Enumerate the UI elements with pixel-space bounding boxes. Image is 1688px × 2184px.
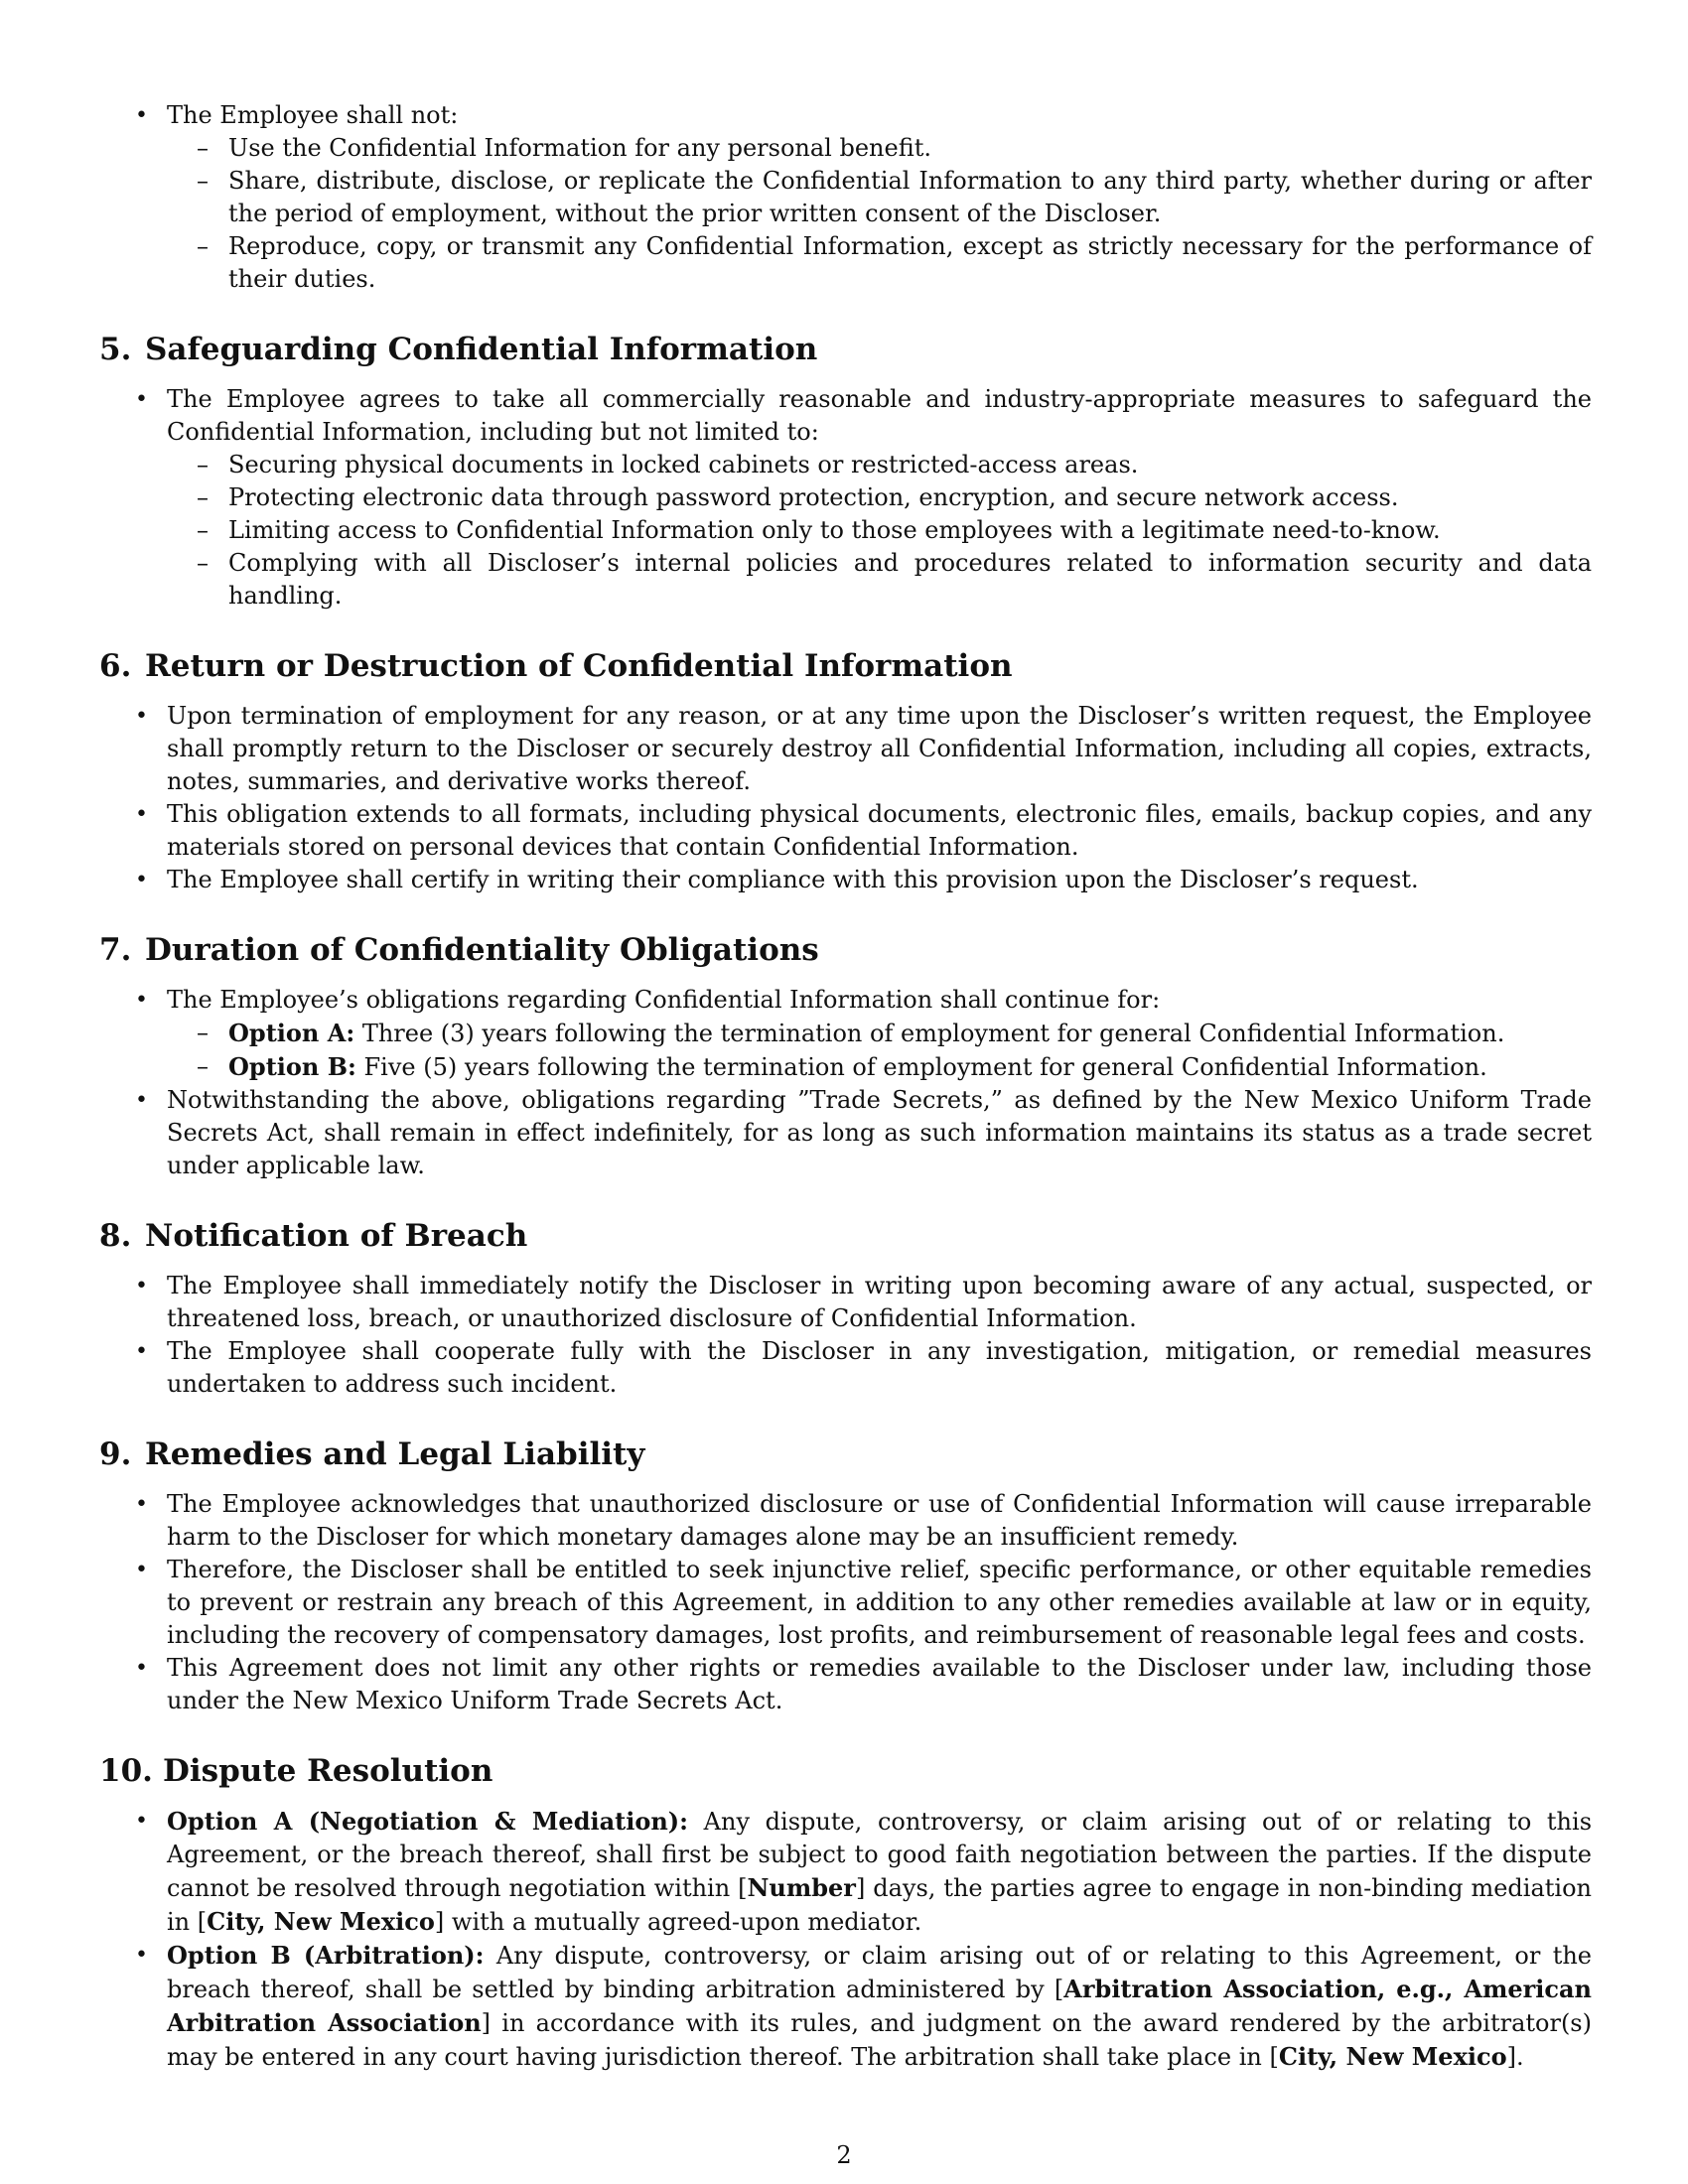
list-item: • The Employee agrees to take all commercially reasonable and industry-appropriate measures to safeguard the Confidential Information, including but not limited to: – Securing physical documents in locked cabinets or restricted-access areas. – Protecting electronic data through password protection, encryption, and secure network access. – Limiting access to Confidential Information only to those employees with a legitimate need-to-know. – Complying with all Discloser’s internal policies and procedures related to information security and data handling. (99, 383, 1592, 613)
list-item: • The Employee shall certify in writing their compliance with this provision upon the Discloser’s request. (99, 864, 1592, 896)
section-7-sublist (105, 1017, 1592, 1084)
list-item: – Reproduce, copy, or transmit any Confidential Information, except as strictly necessary for the performance of their duties. (167, 230, 1592, 296)
intro-lead: The Employee shall not: (167, 101, 459, 129)
section-heading-5: 5. Safeguarding Confidential Information (99, 332, 818, 367)
section-heading-8: 8. Notification of Breach (99, 1218, 528, 1254)
section-heading-9: 9. Remedies and Legal Liability (99, 1436, 645, 1472)
section-heading-10: 10. Dispute Resolution (99, 1753, 493, 1789)
list-item: • Therefore, the Discloser shall be entitled to seek injunctive relief, specific performance, or other equitable remedies to prevent or restrain any breach of this Agreement, in addition to any other remedies available at law or in equity, including the recovery of compensatory damages, lost profits, and reimbursement of reasonable legal fees and costs. (99, 1554, 1592, 1652)
section-8-list (99, 1270, 1592, 1401)
list-item (99, 99, 1592, 296)
list-item: – Protecting electronic data through password protection, encryption, and secure network access. (167, 481, 1592, 514)
list-item: • The Employee acknowledges that unauthorized disclosure or use of Confidential Information will cause irreparable harm to the Discloser for which monetary damages alone may be an insufficient remedy. (99, 1488, 1592, 1554)
intro-list (99, 99, 1592, 296)
list-item: • The Employee’s obligations regarding Confidential Information shall continue for: – Option A: Three (3) years following the termination of employment for general Confidential Information. – Option B: Five (5) years following the termination of employment for general Confidential Information. (99, 984, 1592, 1084)
list-item: • This obligation extends to all formats, including physical documents, electronic files, emails, backup copies, and any materials stored on personal devices that contain Confidential Information. (99, 798, 1592, 864)
list-item: • Option A (Negotiation & Mediation): Any dispute, controversy, or claim arising out of or relating to this Agreement, or the breach thereof, shall first be subject to good faith negotiation between the parties. If the dispute cannot be resolved through negotiation within [Number] days, the parties agree to engage in non-binding mediation in [City, New Mexico] with a mutually agreed-upon mediator. (99, 1805, 1592, 1939)
list-item: • The Employee shall immediately notify the Discloser in writing upon becoming aware of any actual, suspected, or threatened loss, breach, or unauthorized disclosure of Confidential Information. (99, 1270, 1592, 1335)
section-5-list (99, 383, 1592, 613)
section-7-list (99, 984, 1592, 1182)
list-item: • Upon termination of employment for any reason, or at any time upon the Discloser’s written request, the Employee shall promptly return to the Discloser or securely destroy all Confidential Information, including all copies, extracts, notes, summaries, and derivative works thereof. (99, 700, 1592, 798)
list-item: – Option A: Three (3) years following the termination of employment for general Confidential Information. (167, 1017, 1592, 1050)
list-item: – Option B: Five (5) years following the termination of employment for general Confidential Information. (167, 1050, 1592, 1084)
list-item: • Notwithstanding the above, obligations regarding ”Trade Secrets,” as defined by the New Mexico Uniform Trade Secrets Act, shall remain in effect indefinitely, for as long as such information maintains its status as a trade secret under applicable law. (99, 1084, 1592, 1182)
section-5-sublist (105, 449, 1592, 613)
list-item: – Securing physical documents in locked cabinets or restricted-access areas. (167, 449, 1592, 481)
list-item: – Complying with all Discloser’s internal policies and procedures related to information security and data handling. (167, 547, 1592, 613)
section-10-list (99, 1805, 1592, 2074)
section-6-list (99, 700, 1592, 896)
document-body (99, 99, 1592, 2074)
list-item: • Option B (Arbitration): Any dispute, controversy, or claim arising out of or relating to this Agreement, or the breach thereof, shall be settled by binding arbitration administered by [Arbitration Association, e.g., American Arbitration Association] in accordance with its rules, and judgment on the award rendered by the arbitrator(s) may be entered in any court having jurisdiction thereof. The arbitration shall take place in [City, New Mexico]. (99, 1939, 1592, 2074)
intro-sublist (105, 132, 1592, 296)
list-item: • The Employee shall cooperate fully with the Discloser in any investigation, mitigation, or remedial measures undertaken to address such incident. (99, 1335, 1592, 1401)
section-heading-7: 7. Duration of Confidentiality Obligations (99, 932, 819, 968)
section-heading-6: 6. Return or Destruction of Confidential Information (99, 648, 1013, 684)
list-item: – Use the Confidential Information for any personal benefit. (167, 132, 1592, 165)
page-number: 2 (836, 2141, 852, 2169)
section-9-list (99, 1488, 1592, 1717)
list-item: – Share, distribute, disclose, or replicate the Confidential Information to any third party, whether during or after the period of employment, without the prior written consent of the Discloser. (167, 165, 1592, 230)
list-item: • This Agreement does not limit any other rights or remedies available to the Discloser under law, including those under the New Mexico Uniform Trade Secrets Act. (99, 1652, 1592, 1717)
list-item: – Limiting access to Confidential Information only to those employees with a legitimate need-to-know. (167, 514, 1592, 547)
